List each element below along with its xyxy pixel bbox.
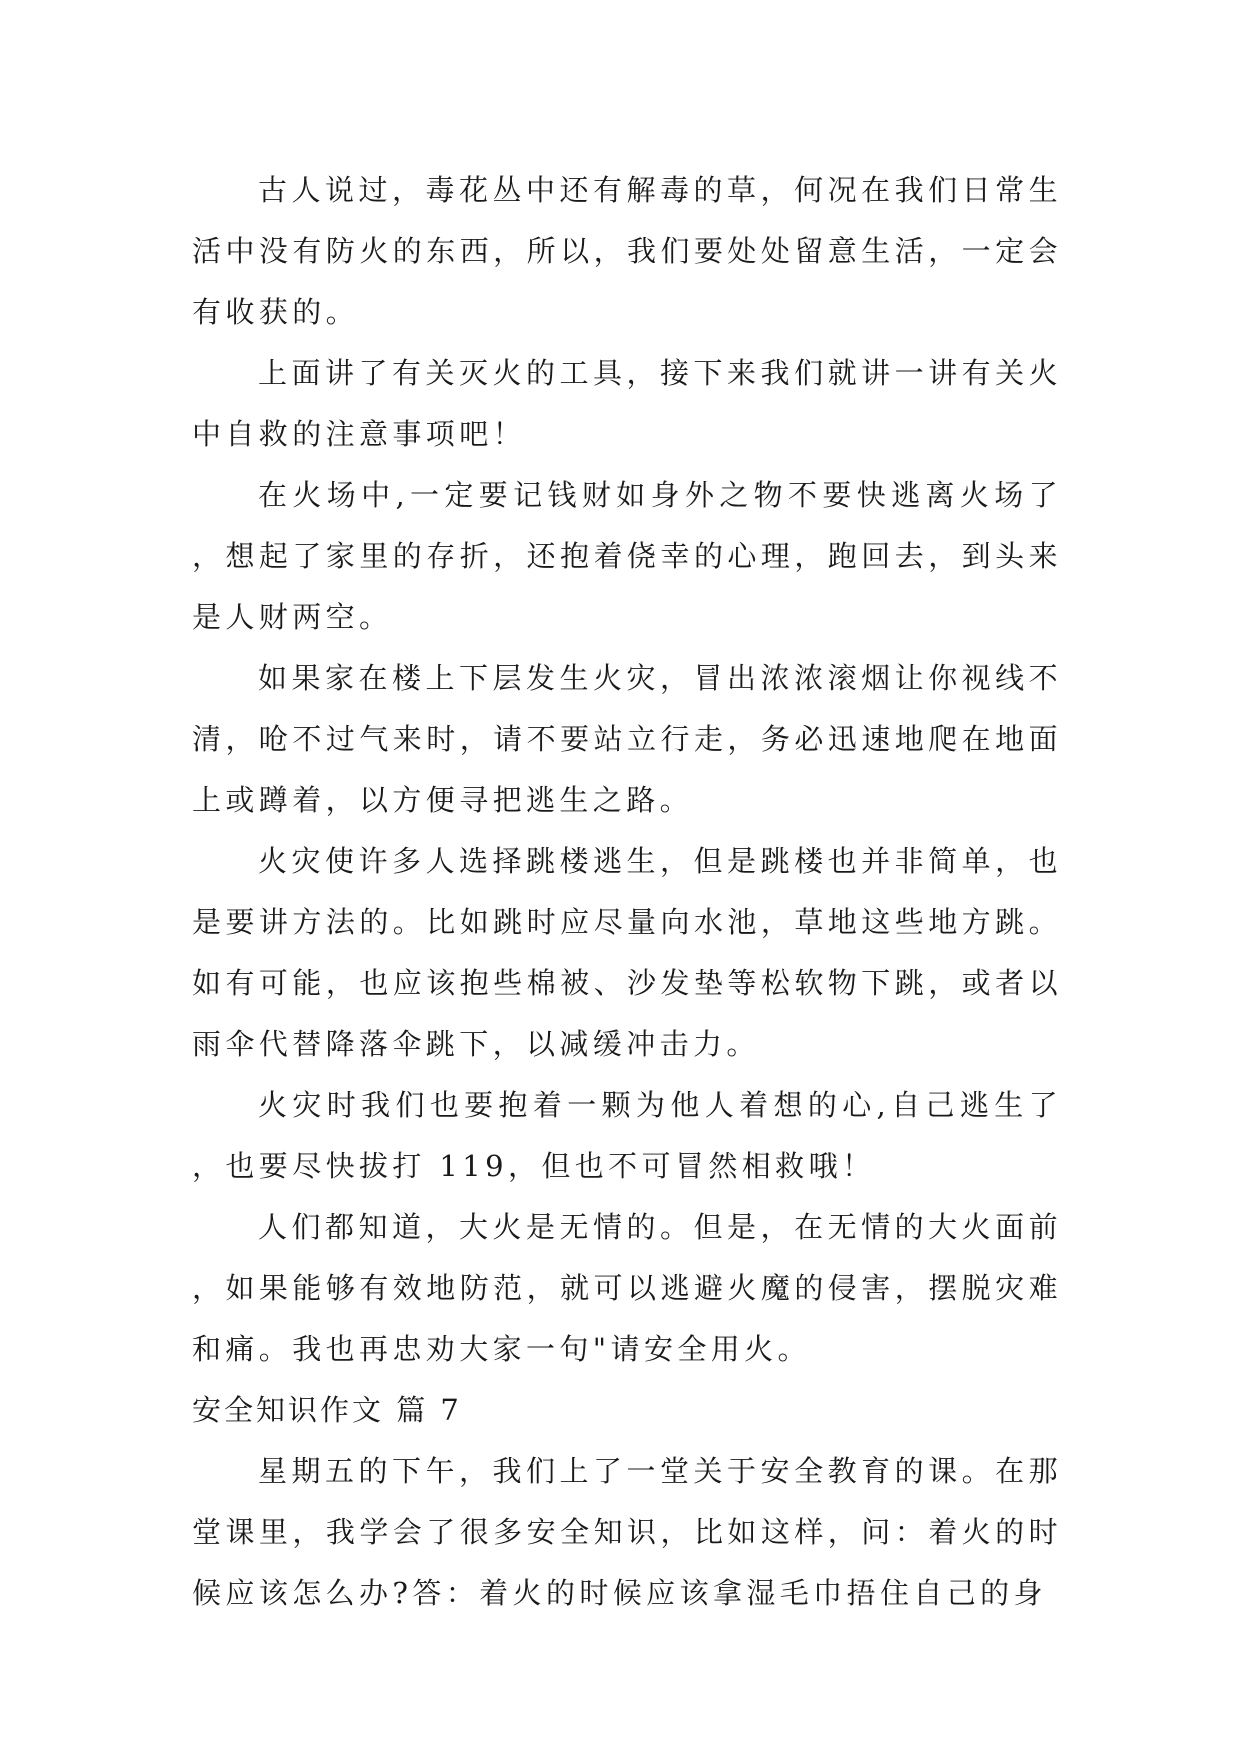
section-heading: 安全知识作文 篇 7 xyxy=(192,1393,462,1427)
paragraph: 人们都知道，大火是无情的。但是，在无情的大火面前，如果能够有效地防范，就可以逃避火魔的侵害，摆脱灾难和痛。我也再忠劝大家一句"请安全用火。 xyxy=(192,1210,1062,1366)
paragraph: 上面讲了有关灭火的工具，接下来我们就讲一讲有关火中自救的注意事项吧！ xyxy=(192,356,1062,451)
paragraph: 星期五的下午，我们上了一堂关于安全教育的课。在那堂课里，我学会了很多安全知识，比如这样，问：着火的时候应该怎么办?答：着火的时候应该拿湿毛巾捂住自己的身 xyxy=(192,1454,1062,1610)
paragraph: 在火场中,一定要记钱财如身外之物不要快逃离火场了，想起了家里的存折，还抱着侥幸的心理，跑回去，到头来是人财两空。 xyxy=(192,478,1062,634)
document-body xyxy=(192,160,1062,1624)
paragraph: 古人说过，毒花丛中还有解毒的草，何况在我们日常生活中没有防火的东西，所以，我们要处处留意生活，一定会有收获的。 xyxy=(192,173,1062,329)
paragraph: 火灾使许多人选择跳楼逃生，但是跳楼也并非简单，也是要讲方法的。比如跳时应尽量向水池，草地这些地方跳。如有可能，也应该抱些棉被、沙发垫等松软物下跳，或者以雨伞代替降落伞跳下，以减缓冲击力。 xyxy=(192,844,1062,1061)
paragraph: 火灾时我们也要抱着一颗为他人着想的心,自己逃生了，也要尽快拔打 119，但也不可冒然相救哦！ xyxy=(192,1088,1062,1183)
paragraph: 如果家在楼上下层发生火灾，冒出浓浓滚烟让你视线不清，呛不过气来时，请不要站立行走，务必迅速地爬在地面上或蹲着，以方便寻把逃生之路。 xyxy=(192,661,1062,817)
